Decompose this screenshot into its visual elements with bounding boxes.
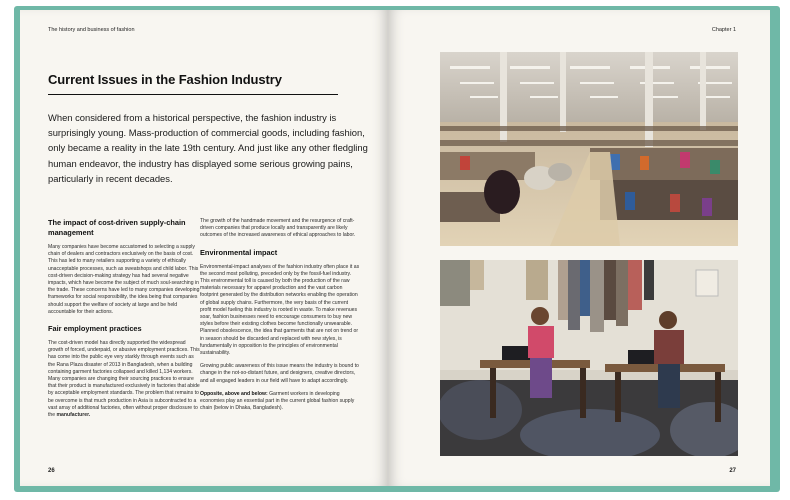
photo-caption: [200, 391, 360, 413]
right-page: [388, 10, 770, 486]
intro-paragraph: When considered from a historical perspective, the fashion industry is surprisingly young. Mass-production of commercial goods, including fashion, only became a reality in the late 19th century. And just like any other fledgling human endeavor, the industry has displayed some serious growing pains, particularly in recent decades.: [48, 112, 368, 184]
heading-fair-employment: Fair employment practices: [48, 324, 142, 334]
paragraph-fair-employment-text: The cost-driven model has directly supported the widespread growth of forced, underpaid, or abusive employment practices. This has come into the public eye very starkly through events such as the Rana Plaza disaster of 2013 in Bangladesh, when a building containing garment factories collapsed and killed 1,134 workers. Many companies are changing their sourcing practices to ensure that their product is manufactured exclusively in factories that abide by acceptable employment standards. The problem that remains to be overcome is that much production in Asia is subcontracted to a vast array of additional factories, often without proper disclosure to the: [48, 340, 200, 419]
caption-text: Garment workers in developing economies play an essential part in the current global fashion supply chain (below in Dhaka, Bangladesh).: [200, 390, 355, 412]
text-column-1: [48, 218, 200, 425]
sewing-workers-photo: [440, 260, 738, 456]
heading-environmental: Environmental impact: [200, 247, 278, 257]
title-underline: [48, 94, 338, 95]
left-page: [20, 10, 388, 486]
paragraph-public-awareness: Growing public awareness of this issue means the industry is bound to change in the not-so-distant future, and designers, creative directors, and all engaged leaders in our field will have to adapt accordingly.: [200, 363, 359, 384]
paragraph-environmental: Environmental-impact analyses of the fashion industry often place it as the second most polluting, preceded only by the fossil-fuel industry. This environmental toll is caused by both the production of the raw materials necessary for apparel production and the vast carbon footprint generated by the distribution networks enabling the operation of global supply chains. Furthermore, the very basis of the current profit model fueling this industry is rooted in waste. To make revenues soar, fashion businesses need to encourage consumers to buy new styles before their existing clothes become functionally unwearable. Planned obsolescence, the idea that garments that are not on trend or in season should be discarded and replaced with new styles, is fundamentally in opposition to the principles of environmental sustainability.: [200, 263, 360, 357]
factory-floor-photo: [440, 52, 738, 246]
paragraph-cost-driven: Many companies have become accustomed to selecting a supply chain of dealers and contractors exclusively on the basis of cost. This has led to many retailers supporting a variety of ethically unacceptable processes, such as sweatshops and child labor. This cost-driven decision-making strategy has had several negative impacts, which have become the subject of much soul-searching in the trade. These concerns have led to many companies developing frameworks for social responsibility, the idea being that companies should support the welfare of society at large and be held accountable for their actions.: [48, 244, 200, 315]
page-title: Current Issues in the Fashion Industry: [48, 72, 282, 87]
page-number-left: 26: [48, 468, 55, 474]
sewing-workers-illustration: [440, 260, 738, 456]
running-head-right: Chapter 1: [711, 27, 736, 33]
caption-label: Opposite, above and below:: [200, 390, 268, 397]
running-head-left: The history and business of fashion: [48, 27, 135, 33]
page-number-right: 27: [729, 468, 736, 474]
paragraph-handmade: The growth of the handmade movement and the resurgence of craft-driven companies that produce locally and transparently are likely outcomes of the increased awareness of ethical approaches to labor.: [200, 218, 356, 239]
paragraph-fair-employment: [48, 340, 200, 419]
heading-cost-driven: The impact of cost-driven supply-chain management: [48, 218, 186, 237]
factory-floor-illustration: [440, 52, 738, 246]
paragraph-fair-employment-end: manufacturer.: [56, 412, 91, 419]
text-column-2: [200, 218, 360, 418]
